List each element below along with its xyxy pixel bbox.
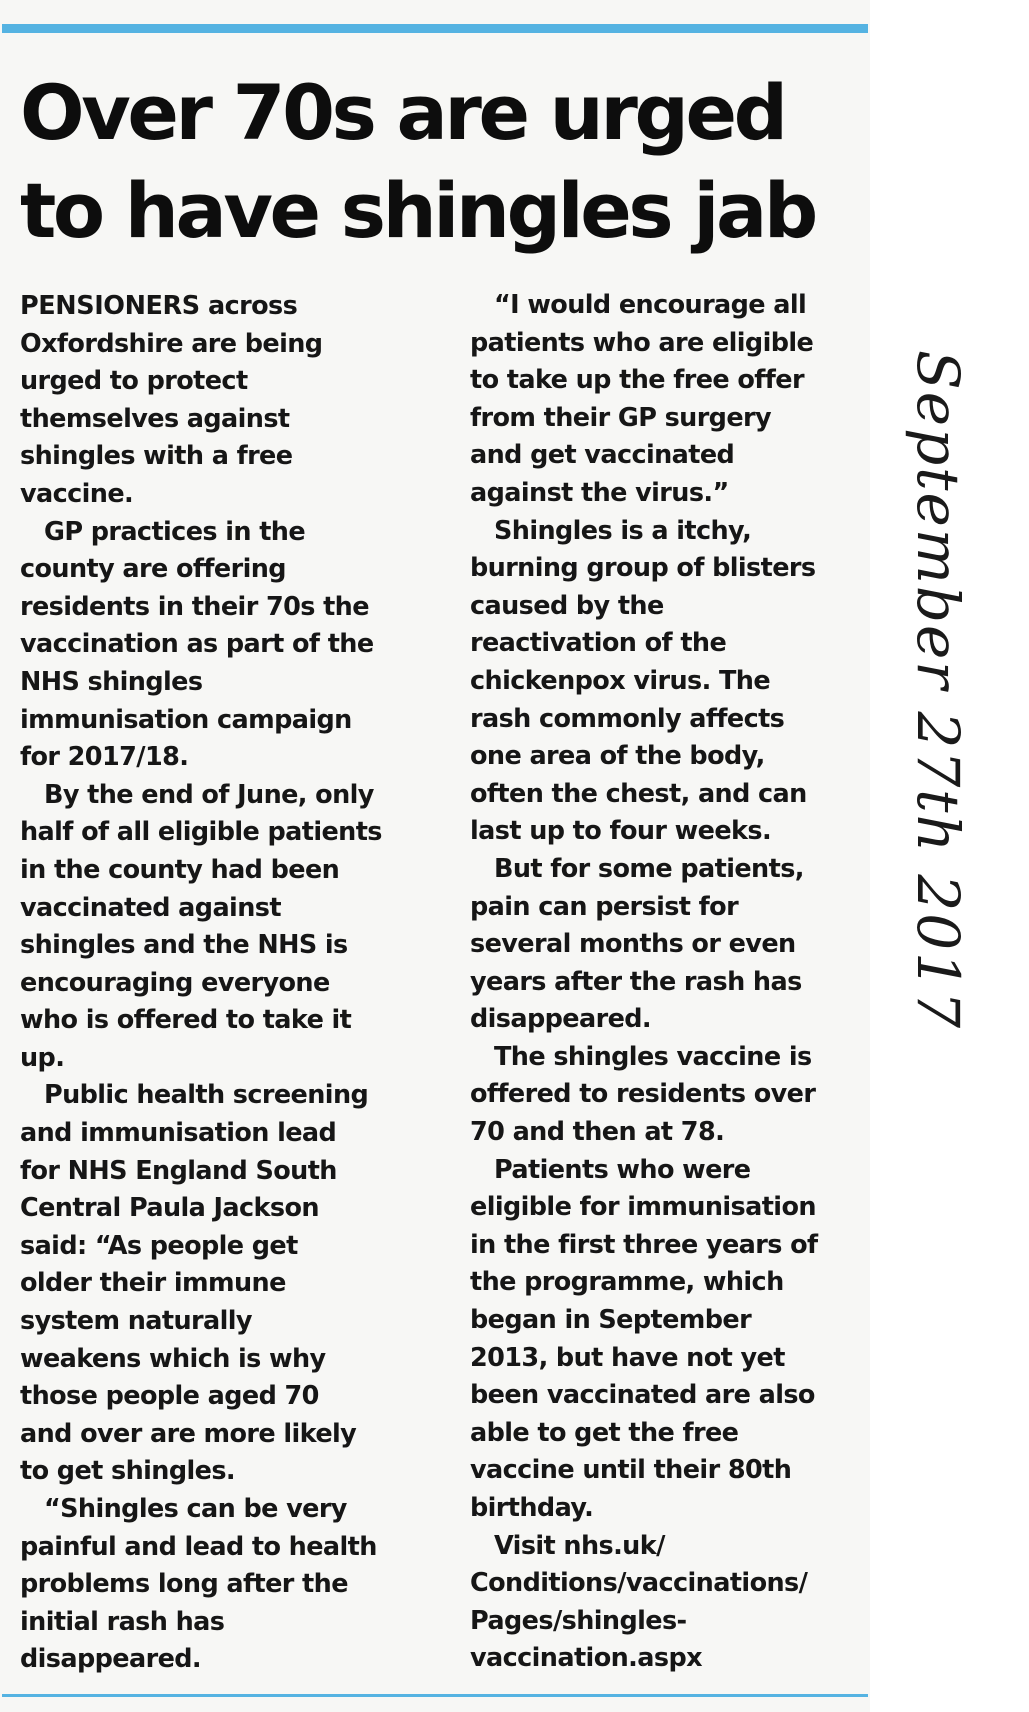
right-paragraph-6: Visit nhs.uk/ Conditions/vaccinations/ Pages/shingles- vaccination.aspx [470,1530,808,1674]
left-column [20,288,440,1679]
handwritten-date-note [838,340,1029,1040]
top-accent-rule [2,24,868,33]
headline-line-2: to have shingles jab [20,166,815,255]
left-paragraph-1-text: across Oxfordshire are being urged to protect themselves against shingles with a free vaccine. [20,291,323,509]
right-paragraph-5: Patients who were eligible for immunisation in the first three years of the programme, which began in September 2013, but have not yet been vaccinated are also able to get the free vaccine until their 80th birthday. [470,1154,818,1523]
right-paragraph-1: “I would encourage all patients who are eligible to take up the free offer from their GP surgery and get vaccinated against the virus.” [470,290,814,508]
left-paragraph-5: “Shingles can be very painful and lead to health problems long after the initial rash has disappeared. [20,1494,377,1675]
headline-line-1: Over 70s are urged [20,68,785,157]
left-paragraph-1 [20,288,440,514]
right-column [470,287,890,1678]
left-paragraph-3: By the end of June, only half of all eligible patients in the county had been vaccinated against shingles and the NHS is encouraging everyone who is offered to take it up. [20,779,382,1073]
right-paragraph-4: The shingles vaccine is offered to residents over 70 and then at 78. [470,1041,816,1148]
lead-word: PENSIONERS [20,291,200,321]
bottom-accent-rule [2,1694,868,1697]
article-headline [20,64,870,260]
right-paragraph-2: Shingles is a itchy, burning group of blisters caused by the reactivation of the chickenpox virus. The rash commonly affects one area of the body, often the chest, and can last up to four weeks. [470,515,816,847]
handwritten-date-text: September 27th 2017 [904,350,972,1030]
left-paragraph-4: Public health screening and immunisation lead for NHS England South Central Paula Jackson said: “As people get older their immune system naturally weakens which is why those people aged 70 and over are more likely to get shingles. [20,1080,369,1487]
right-paragraph-3: But for some patients, pain can persist for several months or even years after the rash has disappeared. [470,853,804,1035]
left-paragraph-2: GP practices in the county are offering residents in their 70s the vaccination as part of the NHS shingles immunisation campaign for 2017/18. [20,516,374,773]
